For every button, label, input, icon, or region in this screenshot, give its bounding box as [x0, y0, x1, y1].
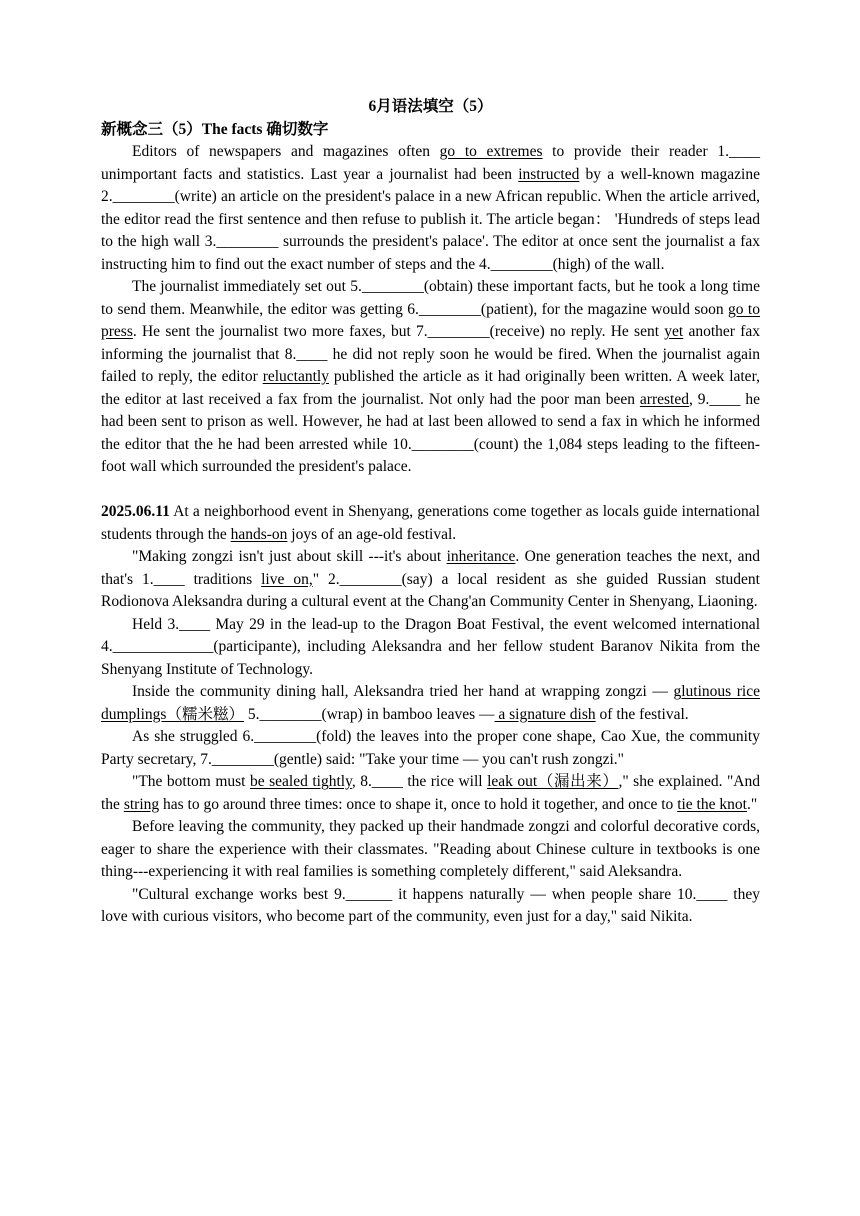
text-run: of the festival. — [595, 705, 689, 723]
section2-intro-text — [101, 503, 760, 543]
text-run: , 8.____ the rice will — [351, 773, 488, 790]
underlined-phrase: go to press — [101, 300, 760, 340]
underlined-phrase: arrested — [639, 390, 689, 408]
text-run: The journalist immediately set out 5.________(obtain) these important facts, but he took a long time to send them. Meanwhile, the editor was getting 6.________(patient), for the magazine would soon — [101, 278, 760, 318]
text-run: Editors of newspapers and magazines often — [132, 143, 440, 160]
paragraph — [101, 771, 760, 816]
underlined-phrase: hands-on — [230, 525, 288, 543]
page-title: 6月语法填空（5） — [368, 98, 493, 115]
text-run: Inside the community dining hall, Aleksandra tried her hand at wrapping zongzi — — [132, 683, 674, 700]
underlined-phrase: glutinous rice dumplings（糯米糍） — [101, 683, 760, 723]
text-run: 5.________(wrap) in bamboo leaves — — [243, 705, 495, 723]
underlined-phrase: go to extremes — [439, 143, 543, 160]
text-run: ," she explained. "And the — [101, 773, 760, 813]
section2-intro-paragraph — [101, 501, 760, 546]
paragraph — [101, 276, 760, 479]
section-spacer — [101, 479, 760, 502]
paragraph — [101, 816, 760, 884]
text-run: joys of an age-old festival. — [287, 525, 457, 543]
section2-body — [101, 546, 760, 929]
underlined-phrase: be sealed tightly — [250, 773, 352, 790]
underlined-phrase: reluctantly — [262, 368, 329, 385]
text-run: . One generation teaches the next, and that's 1.____ traditions — [101, 548, 760, 588]
paragraph — [101, 546, 760, 614]
underlined-phrase: yet — [664, 323, 684, 340]
text-run: to provide their reader 1.____ unimportant facts and statistics. Last year a journalist had been — [101, 143, 760, 183]
article-date: 2025.06.11 — [101, 503, 170, 520]
underlined-phrase: a signature dish — [494, 705, 596, 723]
paragraph — [101, 614, 760, 682]
text-run: . He sent the journalist two more faxes, but 7.________(receive) no reply. He sent — [132, 323, 665, 340]
underlined-phrase: instructed — [518, 165, 580, 183]
text-run: "The bottom must — [132, 773, 250, 790]
paragraph — [101, 681, 760, 726]
underlined-phrase: tie the knot — [677, 795, 747, 813]
text-run: At a neighborhood event in Shenyang, generations come together as locals guide international students through the — [101, 503, 760, 543]
text-run: has to go around three times: once to shape it, once to hold it together, and once to — [159, 795, 678, 813]
underlined-phrase: inheritance — [446, 548, 516, 565]
paragraph — [101, 141, 760, 276]
document-page — [101, 96, 760, 929]
paragraph — [101, 884, 760, 929]
text-run: " 2.________(say) a local resident as she guided Russian student Rodionova Aleksandra during a cultural event at the Chang'an Community Center in Shenyang, Liaoning. — [101, 570, 760, 610]
text-run: "Cultural exchange works best 9.______ it happens naturally — when people share 10.____ they love with curious visitors, who become part of the community, even just for a day," said Nikita. — [101, 885, 760, 925]
text-run: Held 3.____ May 29 in the lead-up to the Dragon Boat Festival, the event welcomed international 4._____________(participante), including Aleksandra and her fellow student Baranov Nikita from the Shenyang Institute of Technology. — [101, 615, 760, 678]
text-run: "Making zongzi isn't just about skill ---it's about — [132, 548, 447, 565]
text-run: As she struggled 6.________(fold) the leaves into the proper cone shape, Cao Xue, the community Party secretary, 7.________(gentle) said: "Take your time — you can't rush zongzi." — [101, 728, 760, 768]
section1-heading: 新概念三（5）The facts 确切数字 — [101, 120, 329, 138]
text-run: published the article as it had originally been written. A week later, the editor at last received a fax from the journalist. Not only had the poor man been — [101, 368, 760, 408]
text-run: , 9.____ he had been sent to prison as well. However, he had at last been allowed to send a fax in which he informed the editor that the he had been arrested while 10.________(count) the 1,084 steps leading to the fifteen-foot wall which surrounded the president's palace. — [101, 390, 760, 475]
text-run: Before leaving the community, they packed up their handmade zongzi and colorful decorative cords, eager to share the experience with their classmates. "Reading about Chinese culture in textbooks is one thing---experiencing it with real families is something completely different," said Aleksandra. — [101, 818, 760, 880]
underlined-phrase: leak out（漏出来） — [487, 773, 619, 790]
underlined-phrase: string — [123, 795, 160, 813]
paragraph — [101, 726, 760, 771]
text-run: another fax informing the journalist that 8.____ he did not reply soon he would be fired. When the journalist again failed to reply, the editor — [101, 323, 760, 385]
underlined-phrase: live on, — [261, 570, 313, 588]
text-run: ." — [746, 795, 758, 813]
text-run: by a well-known magazine 2.________(write) an article on the president's palace in a new African republic. When the article arrived, the editor read the first sentence and then refuse to publish it. The article began： 'Hundreds of steps lead to the high wall 3.________ surrounds the president's palace'. The editor at once sent the journalist a fax instructing him to find out the exact number of steps and the 4.________(high) of the wall. — [101, 165, 760, 273]
section1-body — [101, 141, 760, 479]
